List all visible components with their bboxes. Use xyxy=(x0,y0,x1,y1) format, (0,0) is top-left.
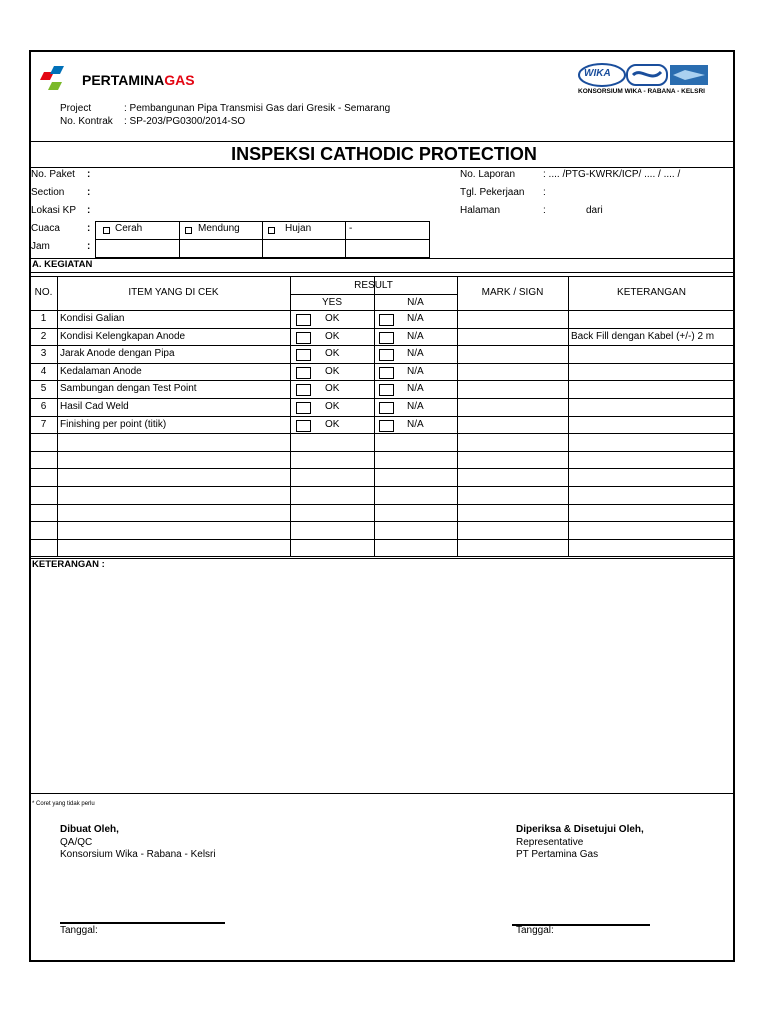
na-checkbox[interactable] xyxy=(379,314,394,326)
project-label: Project xyxy=(60,103,92,114)
table-row-item: Jarak Anode dengan Pipa xyxy=(60,348,175,359)
section-a-heading: A. KEGIATAN xyxy=(32,259,93,270)
na-checkbox[interactable] xyxy=(379,402,394,414)
project-value: : Pembangunan Pipa Transmisi Gas dari Gresik - Semarang xyxy=(124,103,391,114)
form-title: INSPEKSI CATHODIC PROTECTION xyxy=(231,144,537,164)
na-checkbox[interactable] xyxy=(379,420,394,432)
na-label: N/A xyxy=(407,383,424,394)
colon: : xyxy=(543,205,546,216)
tgl-pekerjaan-label: Tgl. Pekerjaan xyxy=(460,187,525,198)
dibuat-oleh-role: QA/QC xyxy=(60,837,93,848)
contract-label: No. Kontrak xyxy=(60,116,113,127)
hujan-checkbox[interactable] xyxy=(268,227,275,234)
cerah-checkbox[interactable] xyxy=(103,227,110,234)
col-mark-header: MARK / SIGN xyxy=(481,287,544,298)
table-row-no: 5 xyxy=(40,383,47,394)
table-row-no: 1 xyxy=(40,313,47,324)
dibuat-oleh-heading: Dibuat Oleh, xyxy=(60,824,119,835)
na-label: N/A xyxy=(407,348,424,359)
diperiksa-role: Representative xyxy=(516,837,584,848)
keterangan-heading: KETERANGAN : xyxy=(32,559,105,570)
col-na-header: N/A xyxy=(407,297,424,308)
colon: : xyxy=(87,205,91,216)
na-checkbox[interactable] xyxy=(379,349,394,361)
section-label: Section xyxy=(31,187,65,198)
footnote: * Coret yang tidak perlu xyxy=(32,801,95,807)
signature-line-left xyxy=(60,922,225,924)
yes-checkbox[interactable] xyxy=(296,420,311,432)
hujan-label: Hujan xyxy=(285,223,312,234)
table-row-keterangan: Back Fill dengan Kabel (+/-) 2 m xyxy=(571,331,715,342)
yes-checkbox[interactable] xyxy=(296,402,311,414)
pertamina-logo-icon xyxy=(38,64,82,94)
na-label: N/A xyxy=(407,401,424,412)
yes-checkbox[interactable] xyxy=(296,384,311,396)
ok-label: OK xyxy=(325,366,340,377)
ok-label: OK xyxy=(325,419,340,430)
yes-checkbox[interactable] xyxy=(296,367,311,379)
na-label: N/A xyxy=(407,366,424,377)
consortium-caption: KONSORSIUM WIKA - RABANA - KELSRI xyxy=(578,88,705,95)
cuaca-label: Cuaca xyxy=(31,223,60,234)
wika-logo-text: WIKA xyxy=(584,68,611,79)
dari-label: dari xyxy=(586,205,603,216)
mendung-checkbox[interactable] xyxy=(185,227,192,234)
col-result-header: RESULT xyxy=(354,280,393,291)
no-laporan-value: : .... /PTG-KWRK/ICP/ .... / .... / xyxy=(543,169,681,180)
na-checkbox[interactable] xyxy=(379,367,394,379)
ok-label: OK xyxy=(325,313,340,324)
contract-value: : SP-203/PG0300/2014-SO xyxy=(124,116,246,127)
yes-checkbox[interactable] xyxy=(296,314,311,326)
na-checkbox[interactable] xyxy=(379,332,394,344)
na-label: N/A xyxy=(407,331,424,342)
dibuat-oleh-date: Tanggal: xyxy=(60,925,98,936)
cerah-label: Cerah xyxy=(115,223,143,234)
colon: : xyxy=(87,241,91,252)
table-row-item: Kondisi Kelengkapan Anode xyxy=(60,331,186,342)
table-row-no: 3 xyxy=(40,348,47,359)
table-row-no: 7 xyxy=(40,419,47,430)
lokasi-kp-label: Lokasi KP xyxy=(31,205,77,216)
weather-dash: - xyxy=(349,223,353,234)
no-paket-label: No. Paket xyxy=(31,169,75,180)
yes-checkbox[interactable] xyxy=(296,332,311,344)
colon: : xyxy=(87,187,91,198)
diperiksa-org: PT Pertamina Gas xyxy=(516,849,599,860)
table-row-item: Kondisi Galian xyxy=(60,313,125,324)
table-row-no: 2 xyxy=(40,331,47,342)
table-row-item: Kedalaman Anode xyxy=(60,366,142,377)
colon: : xyxy=(543,187,546,198)
colon: : xyxy=(87,169,91,180)
diperiksa-heading: Diperiksa & Disetujui Oleh, xyxy=(516,824,644,835)
col-yes-header: YES xyxy=(321,297,342,308)
table-row-item: Hasil Cad Weld xyxy=(60,401,129,412)
mendung-label: Mendung xyxy=(198,223,240,234)
pertamina-logo-text: PERTAMINAGAS xyxy=(82,72,195,88)
col-keterangan-header: KETERANGAN xyxy=(617,287,686,298)
diperiksa-date: Tanggal: xyxy=(516,925,554,936)
table-row-no: 4 xyxy=(40,366,47,377)
halaman-label: Halaman xyxy=(460,205,501,216)
na-checkbox[interactable] xyxy=(379,384,394,396)
ok-label: OK xyxy=(325,348,340,359)
na-label: N/A xyxy=(407,419,424,430)
table-row-item: Finishing per point (titik) xyxy=(60,419,167,430)
col-item-header: ITEM YANG DI CEK xyxy=(128,287,219,298)
table-row-item: Sambungan dengan Test Point xyxy=(60,383,197,394)
table-row-no: 6 xyxy=(40,401,47,412)
ok-label: OK xyxy=(325,383,340,394)
ok-label: OK xyxy=(325,331,340,342)
colon: : xyxy=(87,223,91,234)
ok-label: OK xyxy=(325,401,340,412)
jam-label: Jam xyxy=(31,241,50,252)
na-label: N/A xyxy=(407,313,424,324)
dibuat-oleh-org: Konsorsium Wika - Rabana - Kelsri xyxy=(60,849,216,860)
yes-checkbox[interactable] xyxy=(296,349,311,361)
no-laporan-label: No. Laporan xyxy=(460,169,516,180)
col-no-header: NO. xyxy=(34,287,53,298)
